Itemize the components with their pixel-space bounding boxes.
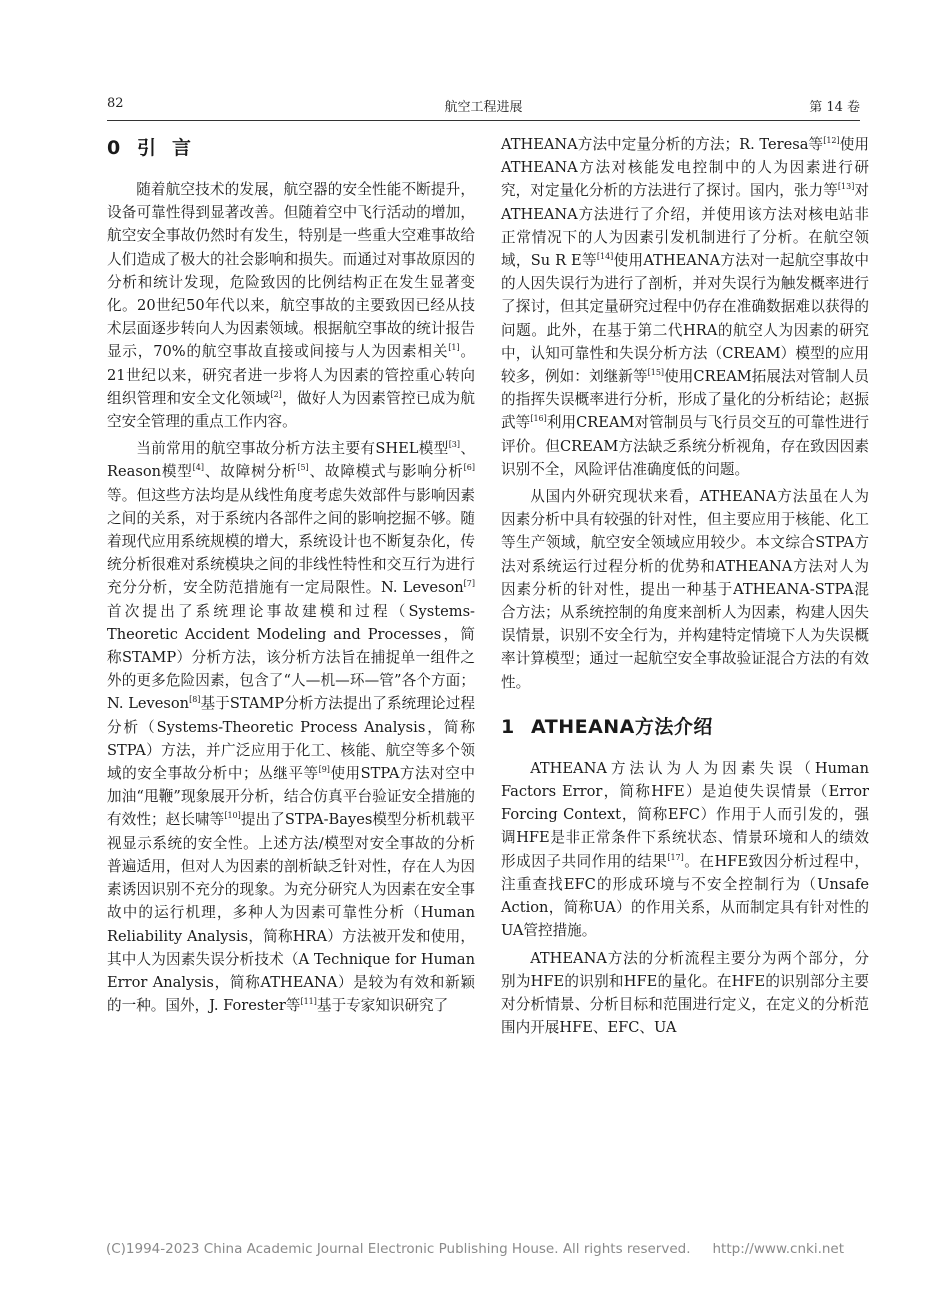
intro-paragraph-3: ATHEANA方法中定量分析的方法；R. Teresa等[12]使用ATHEANA方法对核能发电控制中的人为因素进行研究，对定量化分析的方法进行了探讨。国内，张力等[13]对ATHEANA方法进行了介绍，并使用该方法对核电站非正常情况下的人为因素引发机制进行了分析。在航空领域，Su R E等[14]使用ATHEANA方法对一起航空事故中的人因失误行为进行了剖析，并对失误行为触发概率进行了探讨，但其定量研究过程中仍存在准确数据难以获得的问题。此外，在基于第二代HRA的航空人为因素的研究中，认知可靠性和失误分析方法（CREAM）模型的应用较多，例如：刘继新等[15]使用CREAM拓展法对管制人员的指挥失误概率进行分析，形成了量化的分析结论；赵振武等[16]利用CREAM对管制员与飞行员交互的可靠性进行评价。但CREAM方法缺乏系统分析视角，存在致因因素识别不全，风险评估准确度低的问题。 — [501, 136, 869, 478]
citation-5: [5] — [297, 463, 309, 473]
section-1-heading — [501, 712, 869, 743]
journal-name: 航空工程进展 — [444, 100, 523, 115]
section-1-paragraph-2: ATHEANA方法的分析流程主要分为两个部分，分别为HFE的识别和HFE的量化。在HFE的识别部分主要对分析情景、分析目标和范围进行定义，在定义的分析范围内开展HFE、EFC、UA — [501, 949, 869, 1037]
citation-14: [14] — [596, 252, 614, 262]
running-header — [107, 96, 860, 118]
citation-16: [16] — [530, 414, 547, 424]
header-rule — [107, 120, 860, 121]
citation-12: [12] — [823, 136, 840, 145]
citation-6: [6] — [463, 463, 475, 473]
copyright-text: (C)1994-2023 China Academic Journal Electronic Publishing House. All rights reserved. — [105, 1241, 691, 1257]
citation-7: [7] — [463, 579, 475, 589]
volume-label: 第 14 卷 — [809, 100, 860, 115]
citation-10: [10] — [224, 811, 241, 821]
intro-paragraph-1: 随着航空技术的发展，航空器的安全性能不断提升，设备可靠性得到显著改善。但随着空中飞行活动的增加，航空安全事故仍然时有发生，特别是一些重大空难事故给人们造成了极大的社会影响和损失。而通过对事故原因的分析和统计发现，危险致因的比例结构正在发生显著变化。20世纪50年代以来，航空事故的主要致因已经从技术层面逐步转向人为因素领域。根据航空事故的统计报告显示，70%的航空事故直接或间接与人为因素相关[1]。21世纪以来，研究者进一步将人为因素的管控重心转向组织管理和安全文化领域[2]，做好人为因素管控已成为航空安全管理的重点工作内容。 — [107, 181, 475, 431]
left-column — [107, 133, 475, 1017]
citation-3: [3] — [448, 440, 461, 450]
section-1-number: 1 — [501, 715, 515, 738]
citation-8: [8] — [189, 695, 201, 705]
section-1-paragraph-1: ATHEANA方法认为人为因素失误（Human Factors Error，简称HFE）是迫使失误情景（Error Forcing Context，简称EFC）作用于人而引发的，强调HFE是非正常条件下系统状态、情景环境和人的绩效形成因子共同作用的结果[17]。在HFE致因分析过程中，注重查找EFC的形成环境与不安全控制行为（Unsafe Action，简称UA）的作用关系，从而制定具有针对性的UA管控措施。 — [501, 759, 869, 940]
section-0-heading — [107, 133, 475, 164]
citation-2: [2] — [270, 389, 282, 399]
citation-4: [4] — [192, 463, 204, 473]
section-1-title: ATHEANA方法介绍 — [531, 715, 713, 738]
citation-15: [15] — [647, 368, 665, 378]
citation-13: [13] — [837, 182, 855, 192]
intro-paragraph-4: 从国内外研究现状来看，ATHEANA方法虽在人为因素分析中具有较强的针对性，但主要应用于核能、化工等生产领域，航空安全领域应用较少。本文综合STPA方法对系统运行过程分析的优势和ATHEANA方法对人为因素分析的针对性，提出一种基于ATHEANA-STPA混合方法；从系统控制的角度来剖析人为因素，构建人因失误情景，识别不安全行为，并构建特定情境下人为失误概率计算模型；通过一起航空安全事故验证混合方法的有效性。 — [501, 488, 869, 691]
intro-paragraph-2: 当前常用的航空事故分析方法主要有SHEL模型[3]、Reason模型[4]、故障树分析[5]、故障模式与影响分析[6]等。但这些方法均是从线性角度考虑失效部件与影响因素之间的关系，对于系统内各部件之间的影响挖掘不够。随着现代应用系统规模的增大，系统设计也不断复杂化，传统分析很难对系统模块之间的非线性特性和交互行为进行充分分析，安全防范措施有一定局限性。N. Leveson[7]首次提出了系统理论事故建模和过程（Systems-Theoretic Accident Modeling and Processes，简称STAMP）分析方法，该分析方法旨在捕捉单一组件之外的更多危险因素，包含了“人—机—环—管”各个方面；N. Leveson[8]基于STAMP分析方法提出了系统理论过程分析（Systems-Theoretic Process Analysis，简称STPA）方法，并广泛应用于化工、核能、航空等多个领域的安全事故分析中；丛继平等[9]使用STPA方法对空中加油“甩鞭”现象展开分析，结合仿真平台验证安全措施的有效性；赵长啸等[10]提出了STPA-Bayes模型分析机载平视显示系统的安全性。上述方法/模型对安全事故的分析普遍适用，但对人为因素的剖析缺乏针对性，存在人为因素诱因识别不充分的现象。为充分研究人为因素在安全事故中的运行机理，多种人为因素可靠性分析（Human Reliability Analysis，简称HRA）方法被开发和使用，其中人为因素失误分析技术（A Technique for Human Error Analysis，简称ATHEANA）是较为有效和新颖的一种。国外，J. Forester等[11]基于专家知识研究了 — [107, 440, 475, 1015]
page-number: 82 — [107, 96, 124, 111]
copyright-footer — [0, 1241, 950, 1257]
section-0-number: 0 — [107, 137, 121, 159]
section-0-title: 引言 — [137, 137, 208, 159]
citation-1: [1] — [448, 343, 460, 353]
cnki-link[interactable]: http://www.cnki.net — [712, 1241, 845, 1257]
citation-9: [9] — [318, 765, 330, 775]
citation-11: [11] — [300, 997, 317, 1007]
citation-17: [17] — [667, 852, 684, 862]
right-column — [501, 133, 869, 1039]
